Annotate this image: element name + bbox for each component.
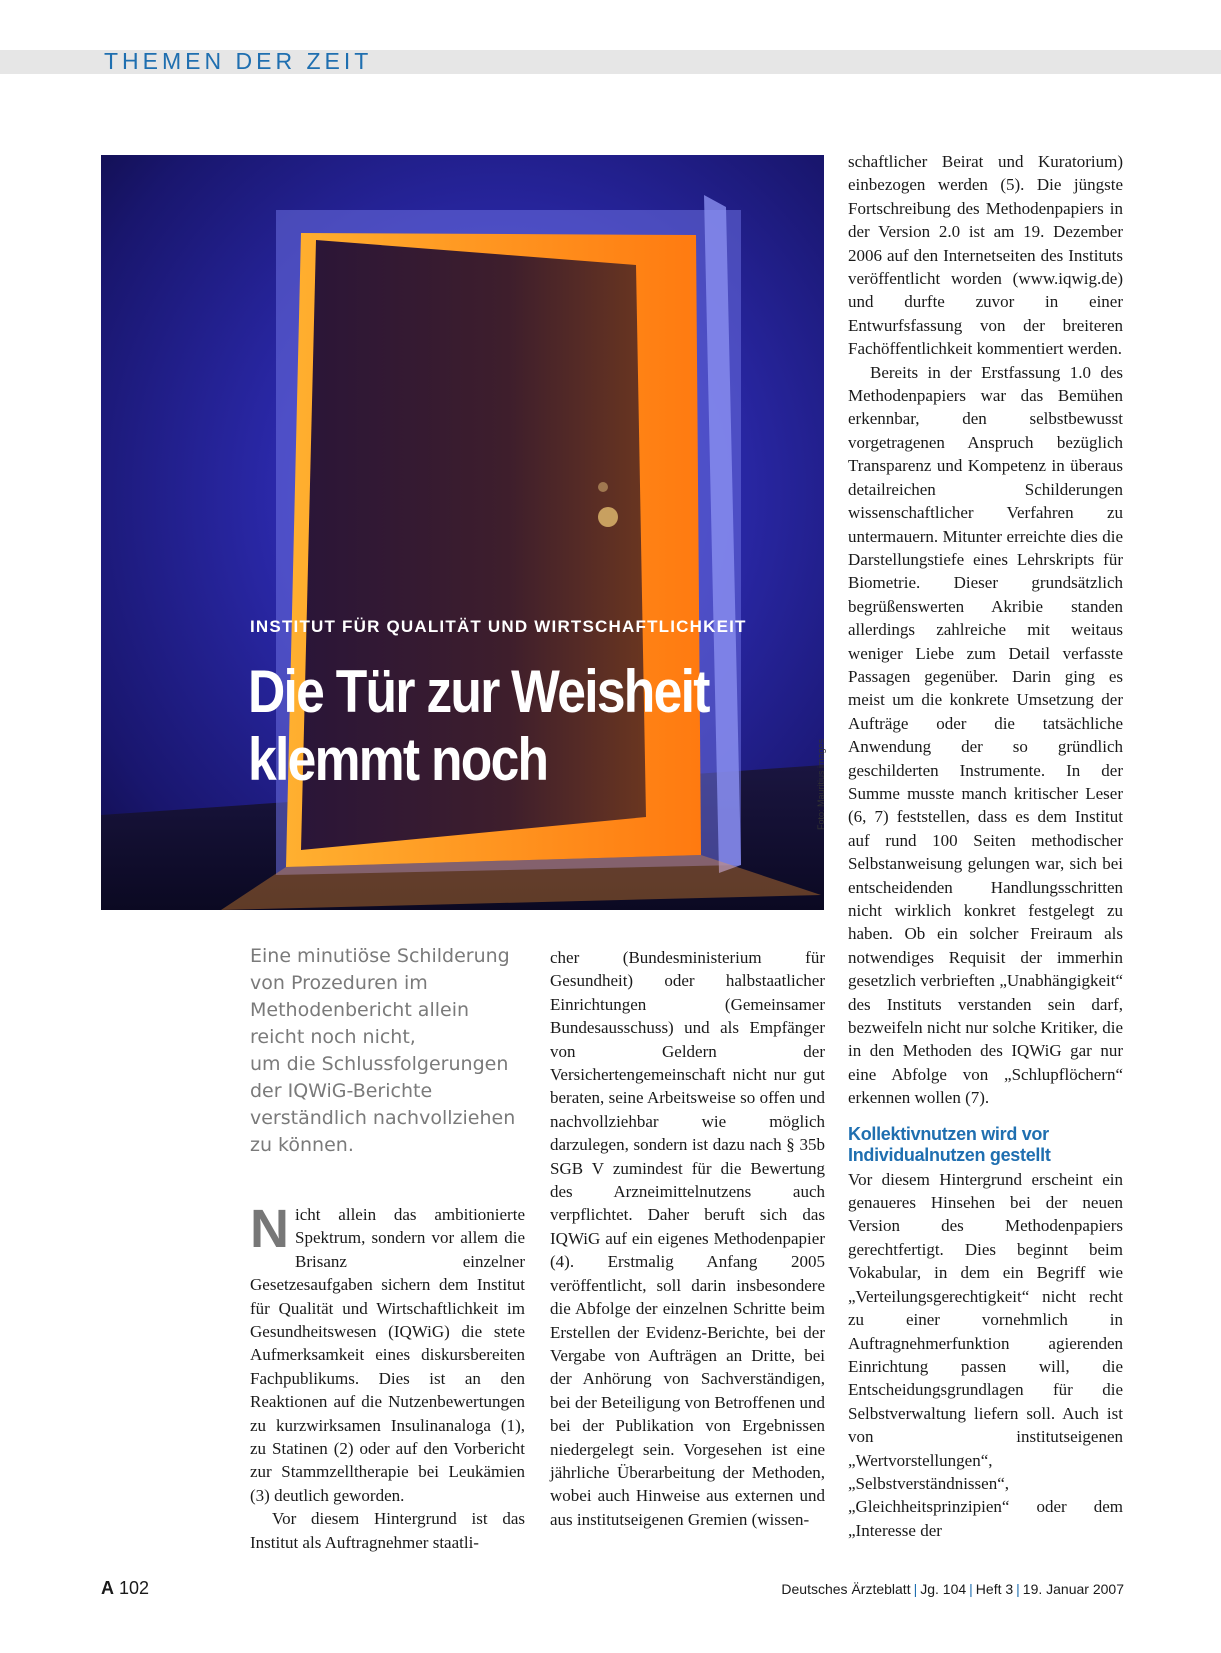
article-headline: Die Tür zur Weisheit klemmt noch (248, 658, 709, 793)
article-teaser: Eine minutiöse Schilderung von Prozeduren im Methodenbericht allein reicht noch nicht, um die Schlussfolgerungen der IQWiG-Berichte verständlich nachvollziehen zu können. (250, 945, 516, 1156)
journal-issue: Heft 3 (975, 1581, 1014, 1597)
paragraph: cher (Bundesministerium für Gesundheit) oder halbstaatlicher Einrichtungen (Gemeinsamer Bundesausschuss) und als Empfänger von Geldern der Versichertengemeinschaft nicht nur gut beraten, seine Arbeitsweise so offen und nachvollziehbar wie möglich darzulegen, sondern ist dazu nach § 35b SGB V zumindest für die Bewertung des Arzneimittelnutzens auch verpflichtet. Daher beruft sich das IQWiG auf ein eigenes Methodenpapier (4). Erstmalig Anfang 2005 veröffentlicht, soll darin insbesondere die Abfolge der einzelnen Schritte beim Erstellen der Evidenz-Berichte, bei der Vergabe von Aufträgen an Dritte, bei der Anhörung von Sachverständigen, bei der Beteiligung von Betroffenen und bei der Publikation von Ergebnissen niedergelegt sein. Vorgesehen ist eine jährliche Überarbeitung der Methoden, wobei auch Hinweise aus externen und aus institutseigenen Gremien (wissen- (550, 948, 825, 1529)
paragraph (250, 1199, 525, 1507)
section-label: THEMEN DER ZEIT (104, 48, 373, 74)
journal-info (781, 1581, 1124, 1597)
page-number (101, 1578, 149, 1599)
text-column-3 (848, 150, 1123, 1542)
journal-name: Deutsches Ärzteblatt (781, 1581, 911, 1597)
journal-volume: Jg. 104 (920, 1581, 967, 1597)
journal-date: 19. Januar 2007 (1022, 1581, 1124, 1597)
text-column-2 (550, 946, 825, 1531)
section-subheading: Kollektivnutzen wird vor Individualnutzen gestellt (848, 1123, 1051, 1165)
article-kicker: INSTITUT FÜR QUALITÄT UND WIRTSCHAFTLICHKEIT (250, 617, 747, 636)
separator: | (913, 1581, 918, 1597)
paragraph: Vor diesem Hintergrund erscheint ein genaueres Hinsehen bei der neuen Version des Methodenpapiers gerechtfertigt. Dies beginnt beim Vokabular, in dem ein Begriff wie „Verteilungsgerechtigkeit“ nicht recht zu einer vornehmlich in Auftragnehmerfunktion agierenden Einrichtung passen will, die Entscheidungsgrundlagen für die Selbstverwaltung liefern soll. Auch ist von institutseigenen „Wertvorstellungen“, „Selbstverständnissen“, „Gleichheitsprinzipien“ oder dem „Interesse der (848, 1169, 1123, 1540)
page-number-value: 102 (119, 1578, 150, 1598)
page-prefix: A (101, 1578, 114, 1598)
separator: | (969, 1581, 973, 1597)
text-column-1 (250, 1199, 525, 1554)
paragraph-text: icht allein das ambitionierte Spektrum, sondern vor allem die Brisanz einzelner Gesetzesaufgaben sichern dem Institut für Qualität und Wirtschaftlichkeit im Gesundheitswesen (IQWiG) die stete Aufmerksamkeit eines diskursbereiten Fachpublikums. Dies ist an den Reaktionen auf die Nutzenbewertungen zu kurzwirksamen Insulinanaloga (1), zu Statinen (2) oder auf den Vorbericht zur Stammzelltherapie bei Leukämien (3) deutlich geworden. (250, 1205, 525, 1505)
paragraph: Bereits in der Erstfassung 1.0 des Methodenpapiers war das Bemühen erkennbar, den selbstbewusst vorgetragenen Anspruch bezüglich Transparenz und Kompetenz in überaus detailreichen Schilderungen wissenschaftlicher Verfahren zu untermauern. Mitunter erreichte dies die Darstellungstiefe eines Lehrskripts für Biometrie. Dieser grundsätzlich begrüßenswerten Akribie standen allerdings zahlreiche mit weitaus weniger Liebe zum Detail verfasste Passagen gegenüber. Darin ging es meist um die konkrete Umsetzung der Aufträge oder die tatsächliche Anwendung der so gründlich geschilderten Instrumente. In der Summe musste manch kritischer Leser (6, 7) feststellen, dass es dem Institut auf rund 100 Seiten methodischer Selbstanweisung gelungen war, sich bei entscheidenden Handlungsschritten nicht wirklich konkret festgelegt zu haben. Ob ein solcher Freiraum als notwendiges Requisit der immerhin gesetzlich verbrieften „Unabhängigkeit“ des Instituts verstanden sein darf, bezweifeln nicht nur solche Kritiker, die in den Methoden des IQWiG gar nur eine Abfolge von „Schlupflöchern“ erkennen wollen (7). (848, 362, 1123, 1108)
photo-credit: Foto: Mauritius images (816, 738, 826, 830)
hero-image (101, 155, 824, 910)
door-illustration (101, 155, 824, 910)
door-knob (598, 507, 618, 527)
paragraph: schaftlicher Beirat und Kuratorium) einbezogen werden (5). Die jüngste Fortschreibung des Methodenpapiers in der Version 2.0 ist am 19. Dezember 2006 auf den Internetseiten des Instituts veröffentlicht worden (www.iqwig.de) und durfte zuvor in einer Entwurfsfassung von der breiteren Fachöffentlichkeit kommentiert werden. (848, 152, 1123, 359)
drop-cap: N (250, 1199, 289, 1259)
separator: | (1016, 1581, 1020, 1597)
paragraph: Vor diesem Hintergrund ist das Institut als Auftragnehmer staatli- (250, 1509, 525, 1552)
